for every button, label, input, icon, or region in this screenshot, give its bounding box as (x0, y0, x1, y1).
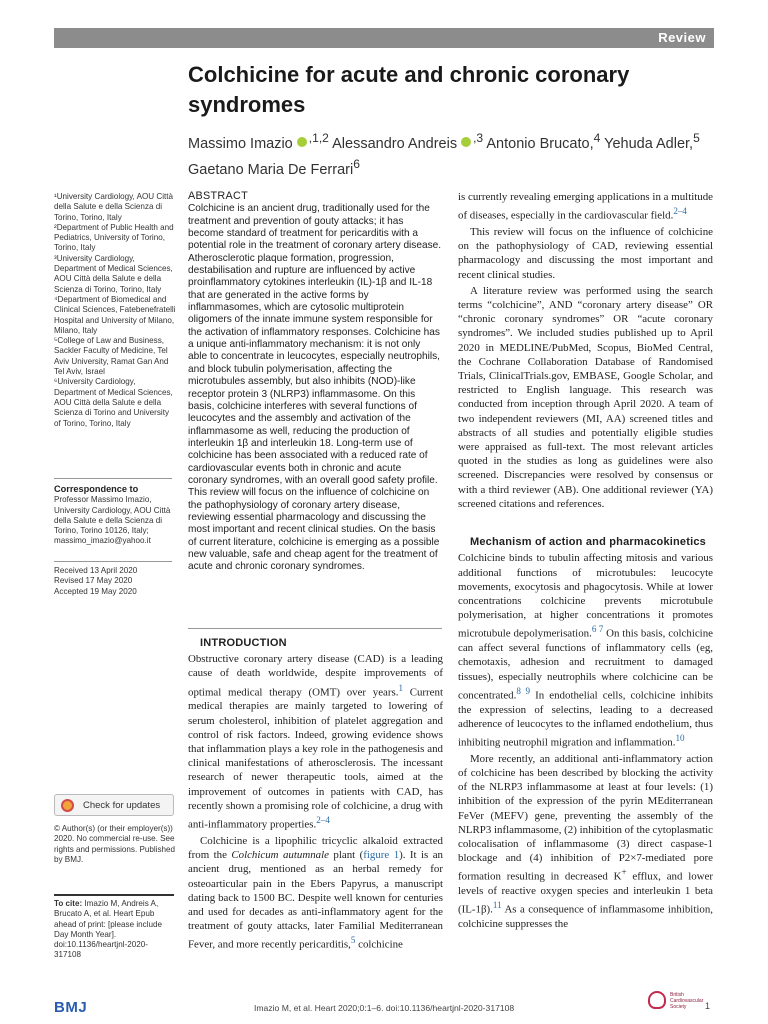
reference-link[interactable]: 2–4 (316, 815, 330, 826)
page-footer (54, 992, 714, 1019)
paragraph: Colchicine binds to tubulin affecting mitosis and various additional functions of microtubules: leucocyte movements, exocytosis and phagocytosis. While at lower concentrations colchicine prevents microtubule polymerisation, at higher concentrations it promotes microtubule depolymerisation.$^{6 7}$ On this basis, colchicine can affect several functions of inflammatory cells (eg, chemotaxis, adhesion and recruitment to damaged tissues), especially neutrophils where colchicine can be concentrated.$^{8 9}$ In endothelial cells, colchicine inhibits the expression of selectins, leading to a decreased adherence of leucocytes to the inflamed endothelium, thus inhibiting neutrophil migration and inflammation.$^{10}$ (458, 552, 713, 749)
to-cite-label: To cite: (54, 899, 83, 908)
to-cite-box (54, 894, 174, 961)
abstract (188, 190, 442, 574)
to-cite-text: Imazio M, Andreis A, Brucato A, et al. Heart Epub ahead of print: [please include Day Month Year]. doi:10.1136/heartjnl-2020-317108 (54, 899, 162, 960)
affiliation: ¹University Cardiology, AOU Città della Salute e della Scienza di Torino, Torino, Italy (54, 192, 174, 222)
affiliation: ³University Cardiology, Department of Medical Sciences, AOU Città della Salute e della Scienza di Torino, Torino, Italy (54, 253, 173, 294)
page-number: 1 (704, 1001, 710, 1011)
paragraph: This review will focus on the influence of colchicine on the pathophysiology of CAD, reviewing essential pharmacology and discussing the most important and recent clinical studies. (458, 226, 713, 281)
paragraph: More recently, an additional anti-inflammatory action of colchicine has been described by blocking the activity of the NLRP3 inflammasome at least at four levels: (1) inhibition of the expression of the pyrin MEditerranean FeVer (MEFV) gene, preventing the assembly of the NLRP3 inflammasome, (2) inhibition of the cytoplasmatic colocalisation of inflammasome (3) direct caspase-1 blockage and (4) inhibition of P2×7-mediated pore formation resulting in decreased K+ efflux, and lower levels of reactive oxygen species and interleukin 1 beta (IL-1β).$^{11}$ As a consequence of inflammasome inhibition, colchicine suppresses the (458, 752, 713, 931)
society-name: British Cardiovascular Society (670, 992, 704, 1010)
author-name[interactable]: Gaetano Maria De Ferrari (188, 161, 354, 178)
sidebar-divider (54, 561, 172, 562)
section-banner (54, 28, 714, 48)
affiliation: ⁵College of Law and Business, Sackler Faculty of Medicine, Tel Aviv University, Ramat Gan And Tel Aviv, Israel (54, 336, 169, 377)
correspondence (54, 484, 178, 547)
paragraph: is currently revealing emerging applications in a multitude of diseases, especially in the cardiovascular field.$^{2-4}$ (458, 191, 713, 222)
reference-link[interactable]: 8 9 (516, 685, 531, 696)
check-updates-label: Check for updates (83, 800, 161, 811)
check-updates-button[interactable] (54, 794, 174, 816)
paragraph: A literature review was performed using the search terms “colchicine”, AND “coronary artery disease” OR “chronic coronary syndromes” OR “acute coronary syndromes”. We included studies published up to April 2020 in MEDLINE/PubMed, Scopus, BioMed Central, the Cochrane Collaboration Database of Randomised Trials, ClinicalTrials.gov, EMBASE, Google Scholar, and restricted to English language. This research was conducted from inception through April 2020. A team of two independent reviewers (MI, AA) screened titles and abstracts of all studies and potentially eligible studies were appraised as full-text. The most relevant articles quoted in the studies as long as guidelines were also screened. Discrepancies were resolved by consensus or with a third reviewer (AB). One additional reviewer (YA) screened citations and references. (458, 284, 713, 510)
correspondence-text[interactable]: Professor Massimo Imazio, University Cardiology, AOU Città della Salute e della Scienza di Torino, Torino 10126, Italy; massimo_imazio@yahoo.it (54, 495, 171, 546)
revised-date: Revised 17 May 2020 (54, 576, 133, 586)
author-list (188, 128, 718, 180)
author-affiliation-marker: ,3 (473, 131, 484, 145)
received-date: Received 13 April 2020 (54, 566, 138, 575)
abstract-heading: ABSTRACT (188, 190, 248, 202)
abstract-divider (188, 628, 442, 629)
reference-link[interactable]: 1 (398, 682, 403, 693)
article-dates (54, 566, 178, 597)
sidebar-divider (54, 478, 172, 479)
paragraph: Obstructive coronary artery disease (CAD) is a leading cause of death worldwide, despite improvements of optimal medical therapy (OMT) over years.$^1$ Current medical therapies are mainly targeted to lowering of serum cholesterol, inhibition of platelet aggregation and control of risk factors. Indeed, growing evidence shows that inflammation plays a key role in the pathogenesis and clinical manifestations of atherosclerosis. The incessant research of newer therapeutic tools, aimed at the improvement of outcomes in patients with CAD, has recently shown a promising role of colchicine, a drug with anti-inflammatory properties.$^{2-4}$ (188, 653, 443, 831)
affiliations (54, 192, 178, 429)
right-column (458, 190, 713, 934)
author-name[interactable]: Alessandro Andreis (332, 135, 458, 152)
reference-link[interactable]: 6 7 (591, 624, 604, 635)
society-logo (648, 989, 704, 1017)
affiliation: ⁶University Cardiology, Department of Medical Sciences, AOU Città della Salute e della Scienza di Torino and University of Torino, Torino, Italy (54, 377, 173, 428)
paragraph: Colchicine is a lipophilic tricyclic alkaloid extracted from the Colchicum autumnale plant (figure 1). It is an ancient drug, mentioned as an herbal remedy for osteoarticular pain in the Ebers Papyrus, a manuscript dating back to 1500 BC. Despite well known for centuries and used for decades as anti-inflammatory agent for the treatment of gouty attacks, later Familial Mediterranean Fever, and more recently pericarditis,$^5$ colchicine (188, 834, 443, 951)
author-affiliation-marker: 4 (593, 131, 601, 145)
orcid-icon[interactable] (461, 137, 471, 147)
author-name[interactable]: Massimo Imazio (188, 135, 293, 152)
section-label: Review (658, 30, 706, 45)
footer-citation: Imazio M, et al. Heart 2020;0:1–6. doi:10.1136/heartjnl-2020-317108 (254, 1003, 515, 1013)
affiliation: ²Department of Public Health and Pediatrics, University of Torino, Torino, Italy (54, 222, 174, 253)
bmj-logo[interactable]: BMJ (54, 999, 88, 1016)
author-name[interactable]: Antonio Brucato, (486, 135, 594, 152)
article-title: Colchicine for acute and chronic coronary syndromes (188, 62, 630, 117)
crossmark-icon (61, 799, 74, 812)
reference-link[interactable]: 5 (350, 935, 356, 946)
author-affiliation-marker: 5 (693, 131, 700, 145)
abstract-text: Colchicine is an ancient drug, traditionally used for the treatment and prevention of gouty attacks; it has become standard of treatment for pericarditis with a potential role in the treatment of coronary artery disease. Atherosclerotic plaque formation, progression, destabilisation and rupture are influenced by active proinflammatory cytokines interleukin (IL)-1β and IL-18 that are generated in the active forms by inflammasomes, which are cytosolic multiprotein oligomers of the innate immune system responsible for the activation of inflammatory responses. Colchicine has a unique anti-inflammatory mechanism: it is not only able to concentrate in leucocytes, especially neutrophils, and block tubulin polymerisation, affecting the microtubules assembly, but also inhibits (NOD)-like receptor protein 3 (NLRP3) inflammasome. On this basis, colchicine interferes with several functions of leucocytes and the assembly and activation of the inflammasome as well, reducing the production of interleukin 1β and interleukin 18. Long-term use of colchicine has been associated with a reduced rate of cardiovascular events both in chronic and acute coronary syndromes, with an overall good safety profile. This review will focus on the influence of colchicine on the pathophysiology of coronary artery disease, reviewing essential pharmacology and discussing the most important and recent clinical studies. On the basis of current literature, colchicine is emerging as a possible new valuable, safe and cheap agent for the treatment of acute and chronic coronary syndromes. (188, 203, 442, 573)
author-affiliation-marker: 6 (353, 156, 360, 171)
figure-link[interactable]: figure 1 (363, 849, 400, 862)
introduction-heading: INTRODUCTION (200, 637, 287, 649)
copyright-notice: © Author(s) (or their employer(s)) 2020. No commercial re-use. See rights and permissions. Published by BMJ. (54, 824, 176, 864)
heart-icon (648, 991, 666, 1009)
accepted-date: Accepted 19 May 2020 (54, 586, 137, 596)
affiliation: ⁴Department of Biomedical and Clinical Sciences, Fatebenefratelli Hospital and University of Milano, Milano, Italy (54, 294, 176, 335)
author-name[interactable]: Yehuda Adler, (604, 135, 694, 152)
reference-link[interactable]: 2–4 (673, 206, 687, 217)
orcid-icon[interactable] (297, 137, 307, 147)
reference-link[interactable]: 11 (492, 900, 502, 911)
author-affiliation-marker: ,1,2 (308, 131, 329, 145)
introduction-section (188, 636, 443, 954)
reference-link[interactable]: 10 (675, 732, 685, 743)
correspondence-heading: Correspondence to (54, 484, 139, 494)
mechanism-heading: Mechanism of action and pharmacokinetics (470, 536, 707, 549)
